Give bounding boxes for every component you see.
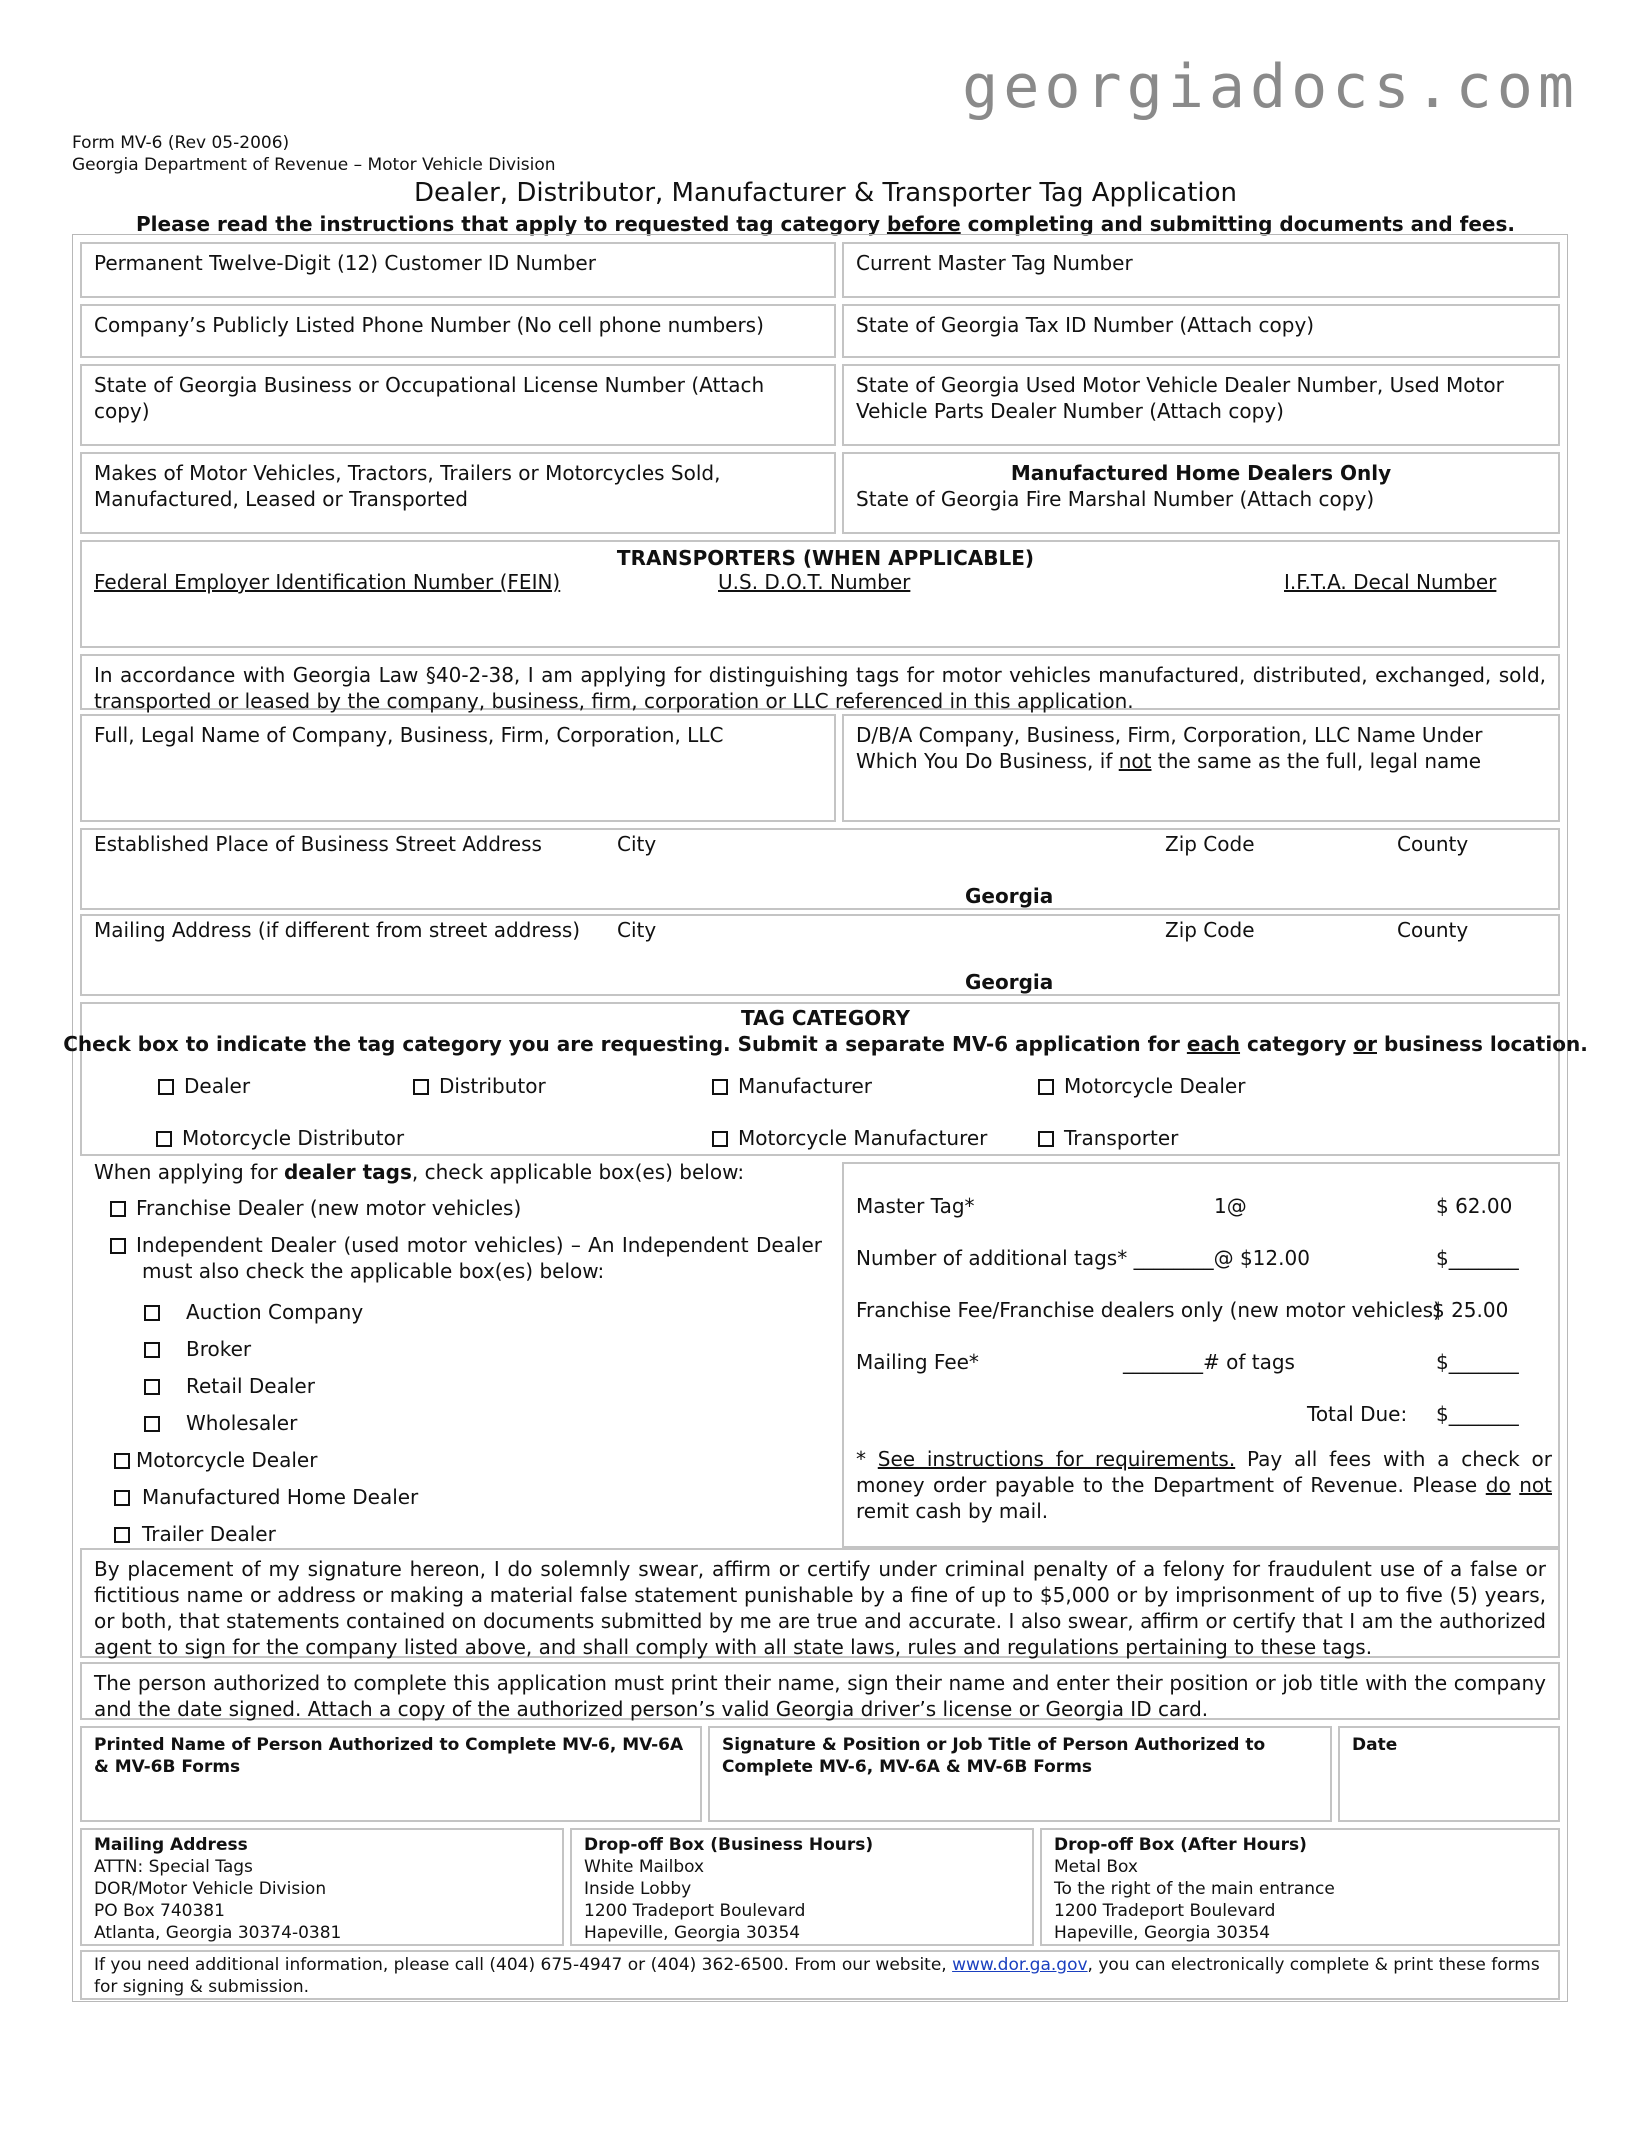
dealer-tags-intro: When applying for dealer tags, check applicable box(es) below: bbox=[94, 1160, 745, 1184]
signature-label: Signature & Position or Job Title of Person Authorized to Complete MV-6, MV-6A & MV-6B Forms bbox=[722, 1735, 1266, 1777]
checkbox[interactable] bbox=[156, 1131, 172, 1147]
fee-note: * See instructions for requirements. Pay all fees with a check or money order payable to the Department of Revenue. Please do not remit cash by mail. bbox=[856, 1447, 1552, 1523]
makes-label: Makes of Motor Vehicles, Tractors, Trailers or Motorcycles Sold, Manufactured, Leased or Transported bbox=[94, 461, 721, 511]
dropoff-business-title: Drop-off Box (Business Hours) bbox=[584, 1835, 874, 1855]
fein-label[interactable]: Federal Employer Identification Number (FEIN) bbox=[94, 570, 561, 594]
checkbox[interactable] bbox=[144, 1379, 160, 1395]
additional-tags-amount[interactable]: $_______ bbox=[1436, 1246, 1519, 1270]
checkbox[interactable] bbox=[144, 1416, 160, 1432]
checkbox[interactable] bbox=[110, 1238, 126, 1254]
checkbox[interactable] bbox=[712, 1131, 728, 1147]
mh-dealers-title: Manufactured Home Dealers Only bbox=[1010, 461, 1392, 485]
license-field[interactable] bbox=[80, 364, 836, 446]
category-motorcycle-dealer[interactable]: Motorcycle Dealer bbox=[1038, 1074, 1245, 1098]
instructions-note: Please read the instructions that apply to requested tag category before completing and submitting documents and fees. bbox=[135, 212, 1515, 236]
checkbox[interactable] bbox=[114, 1453, 130, 1469]
mailing-state-value: Georgia bbox=[965, 970, 1054, 994]
used-dealer-field[interactable] bbox=[842, 364, 1560, 446]
street-zip-label: Zip Code bbox=[1165, 832, 1255, 856]
phone-label: Company’s Publicly Listed Phone Number (No cell phone numbers) bbox=[94, 313, 764, 337]
oath-statement: By placement of my signature hereon, I do solemnly swear, affirm or certify under criminal penalty of a felony for fraudulent use of a false or fictitious name or address or making a material false statement punishable by a fine of up to $5,000 or by imprisonment of up to five (5) years, or both, that statements contained on documents submitted by me are true and accurate. I also swear, affirm or certify that I am the authorized agent to sign for the company listed above, and shall comply with all state laws, rules and regulations pertaining to these tags. bbox=[80, 1548, 1560, 1658]
checkbox[interactable] bbox=[1038, 1131, 1054, 1147]
mailing-address-block bbox=[80, 1828, 564, 1946]
mailing-county-label: County bbox=[1397, 918, 1469, 942]
dropoff-business-line: White Mailbox bbox=[584, 1857, 705, 1877]
printed-name-field[interactable] bbox=[80, 1726, 702, 1822]
checkbox[interactable] bbox=[114, 1490, 130, 1506]
used-dealer-label: State of Georgia Used Motor Vehicle Dealer Number, Used Motor Vehicle Parts Dealer Number (Attach copy) bbox=[856, 373, 1504, 423]
footer-note: If you need additional information, please call (404) 675-4947 or (404) 362-6500. From our website, www.dor.ga.gov, you can electronically complete & print these forms for signing & submission. bbox=[80, 1950, 1560, 2000]
additional-tags-label[interactable]: Number of additional tags* ________@ $12.00 bbox=[856, 1246, 1310, 1270]
mailing-address-label: Mailing Address (if different from street address) bbox=[94, 918, 581, 942]
transporters-title: TRANSPORTERS (WHEN APPLICABLE) bbox=[616, 546, 1035, 570]
date-label: Date bbox=[1352, 1735, 1398, 1755]
auction-company-option[interactable]: Auction Company bbox=[144, 1300, 363, 1324]
dropoff-after-line: Metal Box bbox=[1054, 1857, 1138, 1877]
tax-id-field[interactable] bbox=[842, 304, 1560, 358]
checkbox[interactable] bbox=[114, 1527, 130, 1543]
mailing-line: Atlanta, Georgia 30374-0381 bbox=[94, 1923, 342, 1943]
fire-marshal-label: State of Georgia Fire Marshal Number (Attach copy) bbox=[856, 487, 1375, 511]
dropoff-business-line: Inside Lobby bbox=[584, 1879, 692, 1899]
category-motorcycle-manufacturer[interactable]: Motorcycle Manufacturer bbox=[712, 1126, 987, 1150]
legal-name-label: Full, Legal Name of Company, Business, Firm, Corporation, LLC bbox=[94, 723, 724, 747]
mailing-line: PO Box 740381 bbox=[94, 1901, 225, 1921]
master-tag-label: Current Master Tag Number bbox=[856, 251, 1133, 275]
instructions-link[interactable]: See instructions for requirements. bbox=[877, 1447, 1236, 1471]
dropoff-after-title: Drop-off Box (After Hours) bbox=[1054, 1835, 1307, 1855]
checkbox[interactable] bbox=[1038, 1079, 1054, 1095]
checkbox[interactable] bbox=[158, 1079, 174, 1095]
mailing-city-label: City bbox=[617, 918, 657, 942]
category-distributor[interactable]: Distributor bbox=[413, 1074, 546, 1098]
motorcycle-dealer-option[interactable]: Motorcycle Dealer bbox=[114, 1448, 317, 1472]
master-tag-fee-label: Master Tag* bbox=[856, 1194, 975, 1218]
mailing-zip-label: Zip Code bbox=[1165, 918, 1255, 942]
master-tag-amount: $ 62.00 bbox=[1436, 1194, 1513, 1218]
dropoff-after-line: To the right of the main entrance bbox=[1054, 1879, 1335, 1899]
form-id: Form MV-6 (Rev 05-2006) bbox=[72, 133, 290, 153]
street-county-label: County bbox=[1397, 832, 1469, 856]
dropoff-business-line: 1200 Tradeport Boulevard bbox=[584, 1901, 806, 1921]
checkbox[interactable] bbox=[712, 1079, 728, 1095]
mailing-block-title: Mailing Address bbox=[94, 1835, 248, 1855]
dba-name-label: D/B/A Company, Business, Firm, Corporation, LLC Name Under Which You Do Business, if not the same as the full, legal name bbox=[856, 723, 1483, 773]
date-field[interactable] bbox=[1338, 1726, 1560, 1822]
checkbox[interactable] bbox=[144, 1305, 160, 1321]
total-due-amount[interactable]: $_______ bbox=[1436, 1402, 1519, 1426]
fire-marshal-field[interactable] bbox=[842, 452, 1560, 534]
mailing-fee-label: Mailing Fee* bbox=[856, 1350, 979, 1374]
makes-field[interactable] bbox=[80, 452, 836, 534]
phone-field[interactable] bbox=[80, 304, 836, 358]
category-motorcycle-distributor[interactable]: Motorcycle Distributor bbox=[156, 1126, 404, 1150]
law-statement: In accordance with Georgia Law §40-2-38, I am applying for distinguishing tags for motor vehicles manufactured, distributed, exchanged, sold, transported or leased by the company, business, firm, corporation or LLC referenced in this application. bbox=[80, 654, 1560, 710]
form-title: Dealer, Distributor, Manufacturer & Transporter Tag Application bbox=[413, 178, 1238, 208]
printed-name-label: Printed Name of Person Authorized to Complete MV-6, MV-6A & MV-6B Forms bbox=[94, 1735, 684, 1777]
legal-name-field[interactable] bbox=[80, 714, 836, 822]
department: Georgia Department of Revenue – Motor Vehicle Division bbox=[72, 155, 556, 175]
wholesaler-option[interactable]: Wholesaler bbox=[144, 1411, 297, 1435]
customer-id-field[interactable] bbox=[80, 242, 836, 298]
ifta-label[interactable]: I.F.T.A. Decal Number bbox=[1284, 570, 1497, 594]
dor-website-link[interactable]: www.dor.ga.gov bbox=[952, 1955, 1088, 1975]
franchise-fee-label: Franchise Fee/Franchise dealers only (new motor vehicles) bbox=[856, 1298, 1441, 1322]
category-transporter[interactable]: Transporter bbox=[1038, 1126, 1178, 1150]
street-address-label: Established Place of Business Street Address bbox=[94, 832, 542, 856]
category-dealer[interactable]: Dealer bbox=[158, 1074, 250, 1098]
dropoff-after-line: 1200 Tradeport Boulevard bbox=[1054, 1901, 1276, 1921]
mailing-line: ATTN: Special Tags bbox=[94, 1857, 253, 1877]
watermark: georgiadocs.com bbox=[962, 52, 1579, 122]
street-state-value: Georgia bbox=[965, 884, 1054, 908]
authorization-statement: The person authorized to complete this application must print their name, sign their name and enter their position or job title with the company and the date signed. Attach a copy of the authorized person’s valid Georgia driver’s license or Georgia ID card. bbox=[80, 1662, 1560, 1720]
customer-id-label: Permanent Twelve-Digit (12) Customer ID Number bbox=[94, 251, 596, 275]
mailing-fee-qty[interactable]: ________# of tags bbox=[1123, 1350, 1295, 1374]
master-tag-field[interactable] bbox=[842, 242, 1560, 298]
mailing-line: DOR/Motor Vehicle Division bbox=[94, 1879, 327, 1899]
master-tag-qty: 1@ bbox=[1214, 1194, 1247, 1218]
checkbox[interactable] bbox=[110, 1201, 126, 1217]
tax-id-label: State of Georgia Tax ID Number (Attach copy) bbox=[856, 313, 1315, 337]
signature-field[interactable] bbox=[708, 1726, 1332, 1822]
franchise-fee-amount: $ 25.00 bbox=[1432, 1298, 1509, 1322]
dropoff-business-line: Hapeville, Georgia 30354 bbox=[584, 1923, 801, 1943]
dropoff-after-line: Hapeville, Georgia 30354 bbox=[1054, 1923, 1271, 1943]
total-due-label: Total Due: bbox=[1307, 1402, 1408, 1426]
dba-name-field[interactable] bbox=[842, 714, 1560, 822]
broker-option[interactable]: Broker bbox=[144, 1337, 251, 1361]
category-manufacturer[interactable]: Manufacturer bbox=[712, 1074, 872, 1098]
dropoff-business-block bbox=[570, 1828, 1034, 1946]
independent-dealer-option[interactable]: Independent Dealer (used motor vehicles) – An Independent Dealer must also check the applicable box(es) below: bbox=[110, 1232, 822, 1284]
checkbox[interactable] bbox=[413, 1079, 429, 1095]
retail-dealer-option[interactable]: Retail Dealer bbox=[144, 1374, 315, 1398]
tag-category-title: TAG CATEGORY bbox=[740, 1006, 911, 1030]
dot-label[interactable]: U.S. D.O.T. Number bbox=[718, 570, 911, 594]
manufactured-home-dealer-option[interactable]: Manufactured Home Dealer bbox=[114, 1485, 418, 1509]
franchise-dealer-option[interactable]: Franchise Dealer (new motor vehicles) bbox=[110, 1196, 521, 1220]
tag-category-instructions: Check box to indicate the tag category you are requesting. Submit a separate MV-6 application for each category or business location. bbox=[63, 1032, 1588, 1056]
street-city-label: City bbox=[617, 832, 657, 856]
checkbox[interactable] bbox=[144, 1342, 160, 1358]
license-label: State of Georgia Business or Occupational License Number (Attach copy) bbox=[94, 373, 765, 423]
dropoff-after-block bbox=[1040, 1828, 1560, 1946]
mailing-fee-amount[interactable]: $_______ bbox=[1436, 1350, 1519, 1374]
trailer-dealer-option[interactable]: Trailer Dealer bbox=[114, 1522, 276, 1546]
